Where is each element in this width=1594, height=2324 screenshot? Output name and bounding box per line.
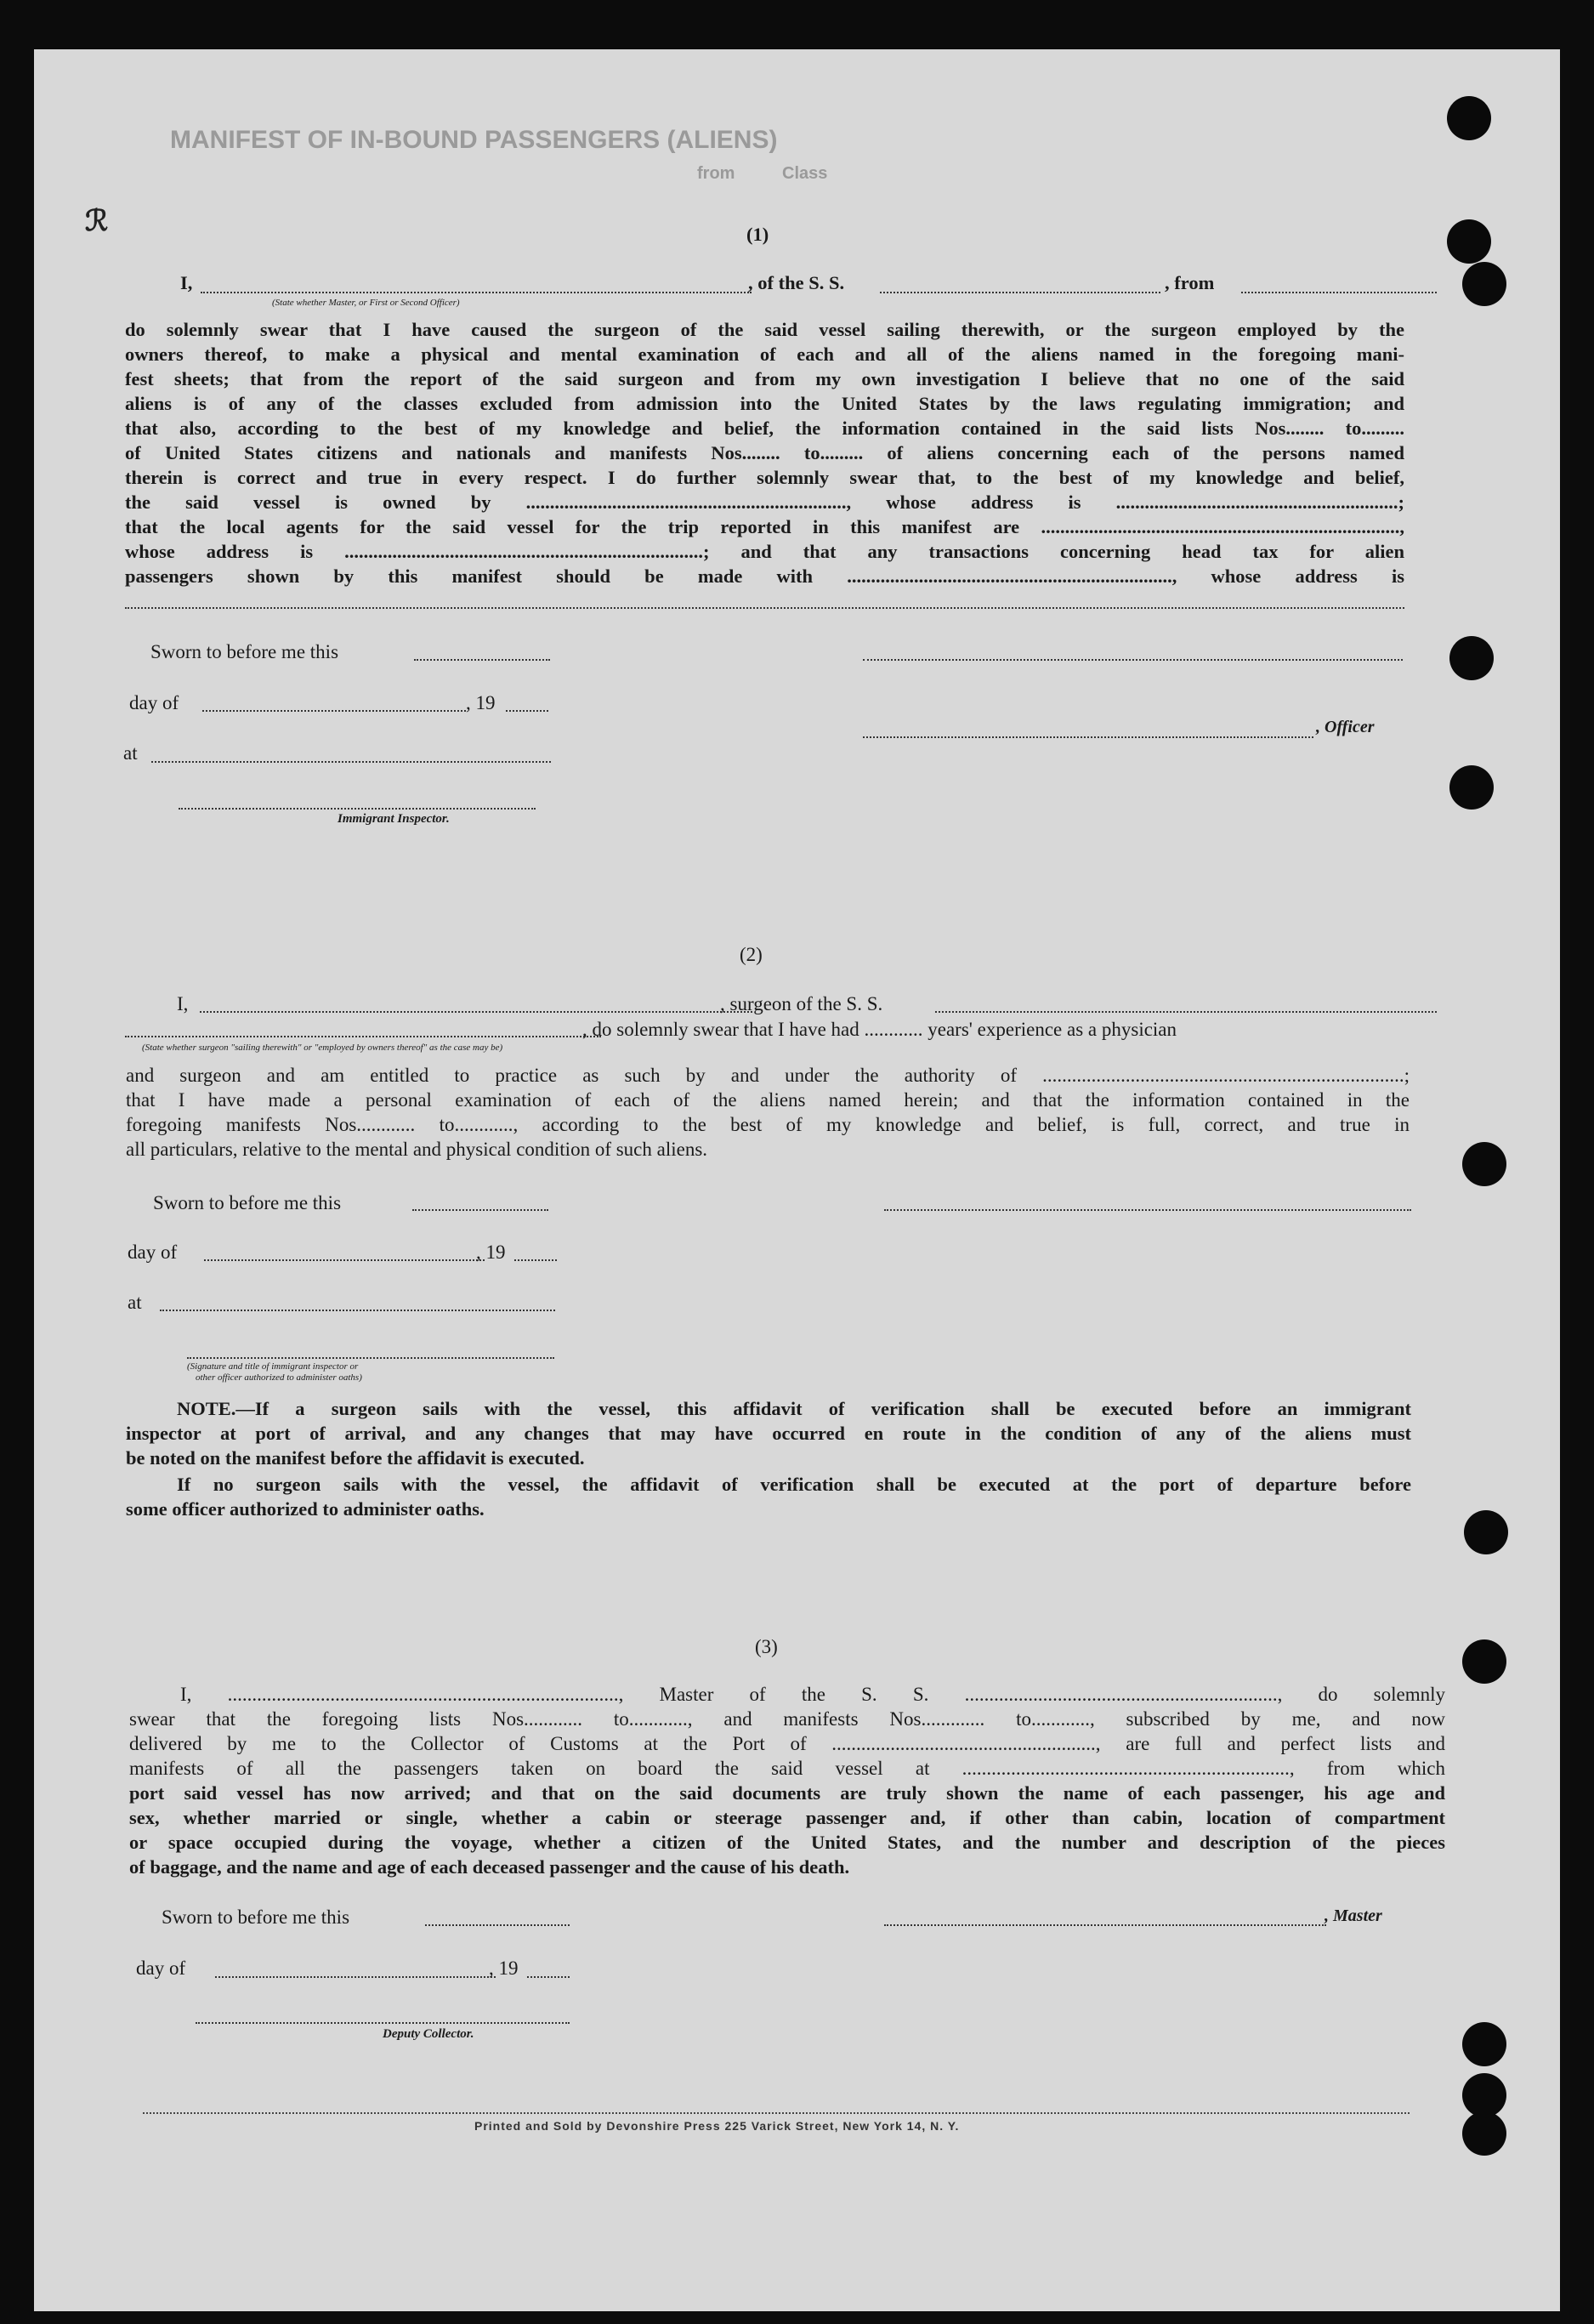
note-line: If no surgeon sails with the vessel, the affidavit of verification shall be executed at the port of departure before: [177, 1474, 1411, 1495]
officer-label: , Officer: [1316, 718, 1375, 736]
section1-year-field[interactable]: [506, 710, 548, 712]
inspector-label: Immigrant Inspector.: [338, 812, 450, 826]
section2-sworn: Sworn to before me this: [153, 1192, 342, 1213]
ghost-class-label: Class: [782, 164, 828, 183]
section2-day-of: day of: [128, 1242, 178, 1263]
address-continuation-field[interactable]: [125, 607, 1404, 609]
punch-hole: [1462, 2111, 1506, 2156]
section1-line: that the local agents for the said vessel for the trip reported in this manifest are ...........................................................................,: [125, 516, 1404, 537]
section2-day-field[interactable]: [204, 1259, 485, 1261]
section1-line: aliens is of any of the classes excluded from admission into the United States by the laws regulating immigration; and: [125, 393, 1404, 414]
section1-line: do solemnly swear that I have caused the surgeon of the said vessel sailing therewith, or the surgeon employed by the: [125, 319, 1404, 340]
section1-line: whose address is ...........................................................................; and that any transactions concerning head tax for alien: [125, 541, 1404, 562]
section1-line: owners thereof, to make a physical and mental examination of each and all of the aliens named in the foregoing mani-: [125, 344, 1404, 365]
section3-line: port said vessel has now arrived; and that on the said documents are truly shown the name of each passenger, his age and: [129, 1782, 1445, 1804]
section1-line: of United States citizens and nationals and manifests Nos........ to......... of aliens concerning each of the persons named: [125, 442, 1404, 463]
section2-line: all particulars, relative to the mental and physical condition of such aliens.: [126, 1139, 708, 1160]
section2-sworn-date-field[interactable]: [412, 1209, 548, 1211]
section2-vessel-field[interactable]: [935, 1011, 1437, 1013]
section1-at-field[interactable]: [151, 761, 551, 763]
section2-signature-line[interactable]: [187, 1357, 554, 1359]
deputy-signature-line[interactable]: [196, 2022, 570, 2024]
section3-line: I, ................................................................................, Master of the S. S. ................................................................, do solemnly: [180, 1684, 1445, 1705]
section2-i-label: I,: [177, 993, 189, 1014]
section1-sworn: Sworn to before me this: [150, 641, 339, 662]
punch-hole: [1462, 1142, 1506, 1186]
section3-line: swear that the foregoing lists Nos............ to............, and manifests Nos............. to............, subscribed by me, and now: [129, 1708, 1445, 1730]
section2-nineteen: , 19: [476, 1242, 506, 1263]
section2-line2: , do solemnly swear that I have had ............ years' experience as a physician: [582, 1019, 1177, 1040]
inspector-signature-line[interactable]: [179, 808, 536, 810]
punch-hole: [1449, 636, 1494, 680]
punch-hole: [1464, 1510, 1508, 1554]
section3-line: of baggage, and the name and age of each deceased passenger and the cause of his death.: [129, 1856, 850, 1878]
section1-line: therein is correct and true in every respect. I do further solemnly swear that, to the best of my knowledge and belief,: [125, 467, 1404, 488]
sig-note-2: other officer authorized to administer oaths): [196, 1372, 362, 1383]
document-page: [34, 49, 1560, 2311]
surgeon-name-field[interactable]: [200, 1011, 752, 1013]
section1-at: at: [123, 742, 138, 764]
section1-sworn-date-field[interactable]: [414, 659, 550, 661]
section1-day-of: day of: [129, 692, 179, 713]
vessel-name-field[interactable]: [880, 292, 1160, 293]
section1-i-label: I,: [180, 272, 193, 293]
section3-day-field[interactable]: [215, 1976, 496, 1978]
master-note: (State whether Master, or First or Second Officer): [272, 298, 460, 308]
footer-rule: [143, 2112, 1410, 2114]
section3-nineteen: , 19: [489, 1958, 519, 1979]
note-line: NOTE.—If a surgeon sails with the vessel, this affidavit of verification shall be executed before an immigrant: [177, 1398, 1411, 1419]
section1-of-ss: , of the S. S.: [748, 272, 845, 293]
section3-sworn-date-field[interactable]: [425, 1924, 570, 1926]
ghost-manifest-title: MANIFEST OF IN-BOUND PASSENGERS (ALIENS): [170, 126, 778, 154]
section1-number: (1): [746, 224, 769, 245]
ghost-from-label: from: [697, 164, 735, 183]
section2-at-field[interactable]: [160, 1310, 555, 1311]
section1-from: , from: [1165, 272, 1215, 293]
section1-nineteen: , 19: [466, 692, 496, 713]
officer-name-field[interactable]: [863, 736, 1313, 738]
section3-line: or space occupied during the voyage, whether a citizen of the United States, and the number and description of the pieces: [129, 1832, 1445, 1853]
section2-surgeon-of: , surgeon of the S. S.: [720, 993, 883, 1014]
surgeon-note: (State whether surgeon "sailing therewith" or "employed by owners thereof" as the case may be): [142, 1043, 503, 1053]
master-label: , Master: [1325, 1906, 1382, 1925]
section2-number: (2): [740, 944, 763, 965]
punch-hole: [1447, 219, 1491, 264]
section2-year-field[interactable]: [514, 1259, 557, 1261]
section3-year-field[interactable]: [527, 1976, 570, 1978]
section3-number: (3): [755, 1636, 778, 1657]
section1-line: that also, according to the best of my knowledge and belief, the information contained in the said lists Nos........ to.........: [125, 418, 1404, 439]
page-mark: ℛ: [85, 206, 109, 237]
punch-hole: [1462, 1639, 1506, 1684]
section2-signature-field[interactable]: [884, 1209, 1411, 1211]
section3-line: delivered by me to the Collector of Customs at the Port of ......................................................, are full and perfect lists and: [129, 1733, 1445, 1754]
section2-line: and surgeon and am entitled to practice as such by and under the authority of ..........................................................................;: [126, 1065, 1410, 1086]
officer-signature-field[interactable]: [863, 659, 1403, 661]
section1-line: passengers shown by this manifest should be made with ...................................................................., whose address is: [125, 565, 1404, 587]
section3-line: manifests of all the passengers taken on board the said vessel at ..................................................................., from which: [129, 1758, 1445, 1779]
master-name-field[interactable]: [201, 292, 752, 293]
section2-line: that I have made a personal examination of each of the aliens named herein; and that the information contained in the: [126, 1089, 1410, 1111]
section1-day-field[interactable]: [202, 710, 466, 712]
surgeon-status-field[interactable]: [125, 1036, 601, 1037]
punch-hole: [1462, 262, 1506, 306]
master-signature-field[interactable]: [884, 1924, 1326, 1926]
printer-credit: Printed and Sold by Devonshire Press 225 Varick Street, New York 14, N. Y.: [474, 2119, 960, 2133]
section1-line: the said vessel is owned by ..................................................................., whose address is ...........................................................;: [125, 492, 1404, 513]
section1-line: fest sheets; that from the report of the said surgeon and from my own investigation I believe that no one of the said: [125, 368, 1404, 389]
section3-line: sex, whether married or single, whether a cabin or steerage passenger and, if other than cabin, location of compartment: [129, 1807, 1445, 1828]
punch-hole: [1462, 2022, 1506, 2066]
punch-hole: [1447, 96, 1491, 140]
section2-at: at: [128, 1292, 142, 1313]
sig-note-1: (Signature and title of immigrant inspector or: [187, 1361, 359, 1372]
note-line: inspector at port of arrival, and any changes that may have occurred en route in the condition of any of the aliens must: [126, 1423, 1411, 1444]
punch-hole: [1449, 765, 1494, 810]
section2-line: foregoing manifests Nos............ to............, according to the best of my knowledge and belief, is full, correct, and true in: [126, 1114, 1410, 1135]
note-line: be noted on the manifest before the affidavit is executed.: [126, 1447, 585, 1469]
deputy-label: Deputy Collector.: [383, 2027, 474, 2041]
section3-sworn: Sworn to before me this: [162, 1906, 350, 1928]
section3-day-of: day of: [136, 1958, 186, 1979]
note-line: some officer authorized to administer oaths.: [126, 1498, 485, 1520]
from-port-field[interactable]: [1241, 292, 1437, 293]
